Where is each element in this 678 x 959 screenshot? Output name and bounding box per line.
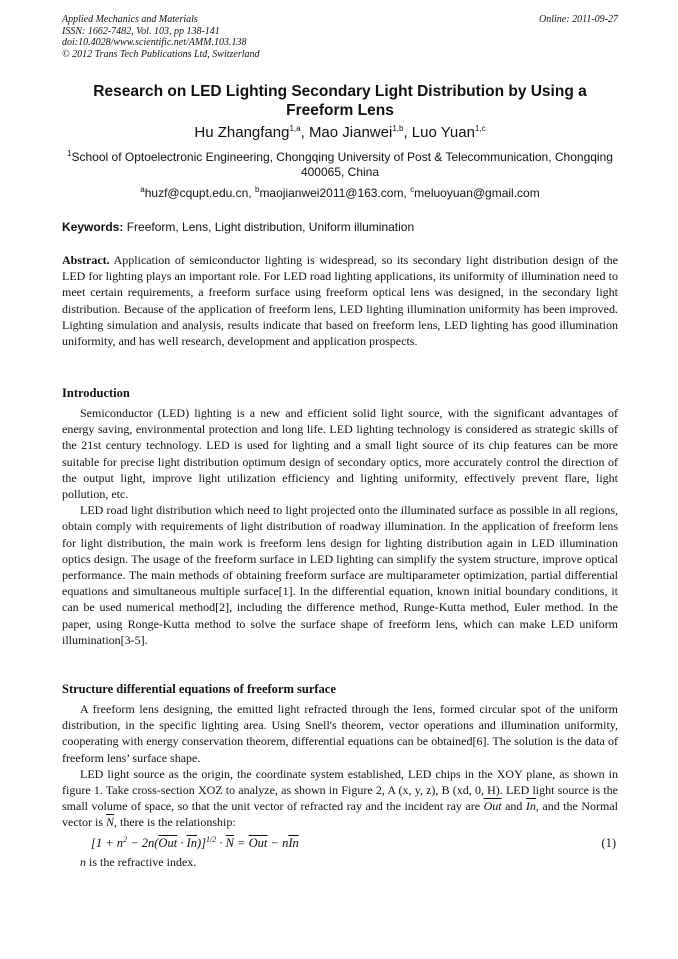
- eq-part: =: [233, 836, 249, 850]
- online-date: Online: 2011-09-27: [539, 14, 618, 25]
- keywords: [62, 220, 618, 235]
- email-sup: b: [254, 185, 260, 194]
- introduction-body: [62, 405, 618, 648]
- eq-part: − 2n(: [127, 836, 159, 850]
- eq-vector-normal: $\overline{N}$: [225, 836, 234, 850]
- affiliation: [62, 150, 618, 180]
- equation-number: (1): [601, 836, 616, 850]
- vector-in: $\overline{In}$: [525, 799, 536, 814]
- section-heading-structure: Structure differential equations of freeform surface: [62, 682, 336, 696]
- variable-n: n: [80, 855, 86, 869]
- author-sup: 1,c: [474, 124, 486, 133]
- eq-vector-out: $\overline{Out}$: [248, 836, 268, 850]
- author-name: Luo Yuan: [411, 124, 475, 141]
- email-list: $^a$huzf@cqupt.edu.cn, $^b$maojianwei2011@163.com, $^c$meluoyuan@gmail.com: [140, 185, 540, 200]
- author-name: Hu Zhangfang: [194, 124, 290, 141]
- email-address: maojianwei2011@163.com: [259, 186, 404, 200]
- journal-issn: ISSN: 1662-7482, Vol. 103, pp 138-141: [62, 25, 220, 37]
- equation-formula: [91, 834, 299, 852]
- paragraph: [62, 766, 618, 831]
- author-name: Mao Jianwei: [308, 124, 393, 141]
- keywords-label: Keywords:: [62, 220, 124, 234]
- eq-part: [1 + n: [91, 836, 124, 850]
- email-sup: a: [140, 185, 145, 194]
- eq-part: − n: [267, 836, 289, 850]
- eq-part: )]: [196, 836, 206, 850]
- journal-copyright: © 2012 Trans Tech Publications Ltd, Switzerland: [62, 48, 260, 60]
- eq-vector-in: $\overline{In}$: [186, 836, 197, 850]
- paragraph-text: and: [505, 799, 523, 814]
- keywords-text: Freeform, Lens, Light distribution, Uniform illumination: [126, 220, 415, 234]
- vector-normal: $\overline{N}$: [106, 815, 115, 830]
- eq-part: ·: [177, 836, 187, 850]
- paragraph: Semiconductor (LED) lighting is a new and efficient solid light source, with the significant advantages of energy saving, environmental protection and long life. LED lighting technology is considered as strategic skills of the 21st century technology. LED is used for lighting and a small light source of its chip features can be more suitable for precise light distribution optimum design of secondary optics, more accurately control the direction of the output light, improve light utilization efficiency and lighting uniformity, effectively prevent flare, light pollution, etc.: [62, 406, 618, 502]
- refractive-index-note: [80, 854, 618, 870]
- refractive-text: is the refractive index.: [86, 855, 197, 869]
- paper-title: Research on LED Lighting Secondary Light Distribution by Using a Freeform Lens: [93, 83, 587, 119]
- journal-name: Applied Mechanics and Materials: [62, 14, 198, 25]
- journal-doi: doi:10.4028/www.scientific.net/AMM.103.138: [62, 37, 247, 48]
- journal-header: [62, 14, 618, 60]
- affiliation-text: School of Optoelectronic Engineering, Chongqing University of Post & Telecommunication, Chongqing 400065, China: [71, 150, 613, 179]
- eq-sup: 1/2: [206, 834, 217, 844]
- eq-sup: 2: [123, 834, 128, 844]
- abstract: [62, 252, 618, 349]
- affiliation-sup: 1: [67, 149, 72, 158]
- email-sup: c: [410, 185, 415, 194]
- email-address: meluoyuan@gmail.com: [414, 186, 540, 200]
- paragraph-text: , and the Normal vector is: [62, 799, 619, 830]
- author-sup: 1,a: [289, 124, 301, 133]
- abstract-label: Abstract.: [62, 253, 110, 267]
- paragraph: LED road light distribution which need to light projected onto the illuminated surface as possible in all regions, obtain comply with requirements of light distribution of roadway illumination. In the application of freeform lens for light distribution, the main work is freeform lens design for lighting distribution again in LED illumination optics design. The usage of the freeform surface in LED lighting can simplify the system structure, improve optical performance. The main methods of obtaining freeform surface are multiparameter optimization, partial differential equations and simultaneous multiple surface[1]. In the differential equation, known initial boundary conditions, it can be used numerical method[2], including the difference method, Runge-Kutta method, Euler method. In the paper, using Ronge-Kutta method to solve the surface shape of freeform lens, which can make LED uniform illumination[3-5].: [62, 503, 618, 647]
- vector-out: $\overline{Out}$: [483, 799, 502, 814]
- section-heading-introduction: Introduction: [62, 386, 130, 400]
- equation-1: [62, 834, 618, 852]
- eq-vector-in: $\overline{In}$: [288, 836, 299, 850]
- eq-vector-out: $\overline{Out}$: [158, 836, 178, 850]
- abstract-text: Application of semiconductor lighting is widespread, so its secondary light distribution design of the LED for lighting plays an important role. For LED road lighting applications, its uniformity of illumination need to meet certain requirements, a freeform surface using freeform optical lens was designed, in the secondary light distribution. Because of the application of freeform lens, LED lighting illumination uniformity has been improved. Lighting simulation and analysis, results indicate that based on freeform lens, LED lighting has good illumination uniformity, and has well research, development and application prospects.: [62, 253, 618, 349]
- paragraph-text: LED light source as the origin, the coordinate system established, LED chips in the XOY plane, as shown in figure 1. Take cross-section XOZ to analyze, as shown in Figure 2, A (x, y, z), B (xd, 0, H). LED light source is the small volume of space, so that the unit vector of refracted ray and the incident ray are: [62, 766, 618, 814]
- eq-part: ·: [216, 836, 226, 850]
- paragraph-text: , there is the relationship:: [114, 815, 236, 830]
- structure-body: [62, 701, 618, 831]
- author-sup: 1,b: [392, 124, 404, 133]
- paragraph: A freeform lens designing, the emitted light refracted through the lens, formed circular spot of the uniform distribution, in the specific lighting area. Using Snell's theorem, vector operations and illumination uniformity, cooperating with energy conservation theorem, differential equations can be obtained[6]. The solution is the data of freeform lens’ surface shape.: [62, 702, 618, 765]
- email-address: huzf@cqupt.edu.cn: [144, 186, 249, 200]
- author-list: Hu Zhangfang$^{1,a}$, Mao Jianwei$^{1,b}$, Luo Yuan$^{1,c}$: [194, 124, 486, 141]
